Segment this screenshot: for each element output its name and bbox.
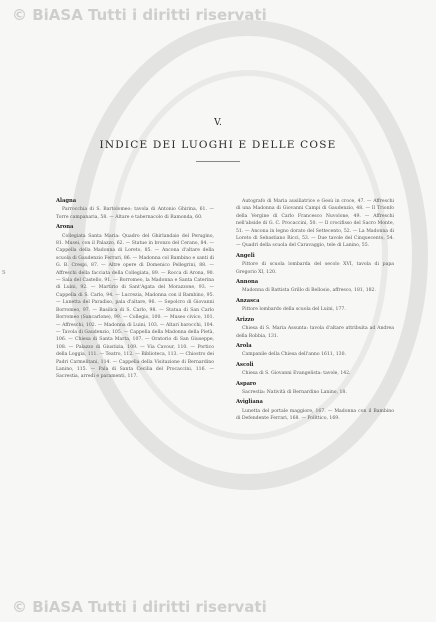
index-entry	[236, 362, 394, 378]
right-column	[236, 198, 394, 426]
entry-heading: Asparo	[236, 380, 257, 387]
entry-heading: Avigliana	[236, 399, 263, 406]
entry-heading: Alagna	[56, 198, 77, 204]
index-entry	[236, 343, 394, 359]
entry-heading: Anzasca	[236, 297, 260, 304]
entry-heading: Arizzo	[236, 316, 255, 323]
entry-text: Sacrestia: Natività di Bernardino Lanino, 18.	[242, 389, 347, 395]
index-entry	[236, 399, 394, 422]
entry-heading: Arola	[236, 342, 252, 349]
index-entry	[236, 279, 394, 295]
index-entry	[236, 317, 394, 340]
entry-text: Chiesa di S. Giovanni Evangelista: tavole, 142.	[242, 371, 351, 377]
entry-text: Parrocchia di S. Bartolomeo: tavola di Antonio Ghirina, 61. — Torre campanaria, 58. — Altare e tabernacolo di Ramonda, 60.	[56, 207, 214, 220]
index-entry	[236, 381, 394, 397]
entry-heading: Ascoli	[236, 361, 254, 368]
entry-text: Pittore lombardo della scuola del Luini, 177.	[242, 307, 346, 313]
watermark-top: © BiASA Tutti i diritti riservati	[12, 6, 267, 24]
index-entry	[236, 298, 394, 314]
left-column	[56, 198, 214, 384]
index-entry	[236, 198, 394, 250]
title-rule	[196, 161, 240, 162]
index-entry	[56, 198, 214, 221]
entry-text: Chiesa di S. Maria Assunta: tavola d'altare attribuita ad Andrea della Robbia, 131.	[236, 326, 394, 339]
chapter-number: V.	[214, 118, 222, 128]
entry-text: Autografo di Maria ausiliatrice e Gesù in croce, 47. — Affreschi di una Madonna di Giovanni Campi di Gaudenzio, 48. — Il Trionfo della Vergine di Carlo Francesco Nuvolone, 49. — Affreschi nell'abside di G. C. Procaccini, 50. — Il crocifisso del Sacro Monte, 51. — Ancona in legno dorato del Settecento, 52. — La Madonna di Loreto di Sebastiano Ricci, 53. — Due tavole del Cinquecento, 54. — Quadri della scuola del Caravaggio, tele di Lanino, 55.	[236, 199, 394, 249]
entry-text: Campanile della Chiesa dell'anno 1611, 130.	[242, 352, 346, 358]
index-entry	[236, 253, 394, 276]
watermark-bottom: © BiASA Tutti i diritti riservati	[12, 598, 267, 616]
index-entry	[56, 224, 214, 381]
entry-heading: Arona	[56, 224, 74, 231]
margin-mark: s	[2, 268, 6, 276]
entry-text: Madonna di Battista Grillo di Bellosio, affresco, 181, 182.	[242, 288, 376, 294]
page-title: INDICE DEI LUOGHI E DELLE COSE	[99, 139, 337, 151]
entry-text: Lunetta del portale maggiore, 167. — Madonna con il Bambino di Defendente Ferrari, 168. — Polittico, 169.	[236, 408, 394, 422]
entry-heading: Angeli	[236, 252, 255, 259]
entry-heading: Annona	[236, 279, 259, 286]
entry-text: Collegiata Santa Maria: Quadro del Ghirlandaio del Perugino, 81. Musei, con il Palazzo, 62. — Statue in bronzo del Cerano, 84. — Cappella della Madonna di Loreto, 85. — Ancona d'altare della scuola di Gaudenzio Ferrari, 86. — Madonna col Bambino e santi di G. B. Crespi, 87. — Altre opere di Domenico Pellegrini, 88. — Affreschi della facciata della Collegiata, 89. — Rocca di Arona, 90. — Sala del Castello, 91. — Borromeo, la Madonna e Santa Caterina di Luini, 92. — Martirio di Sant'Agata del Morazzone, 93. — Cappella di S. Carlo, 94. — Lucrezia, Madonna con il Bambino, 95. — Lunetta del Paradiso, pala d'altare, 96. — Sepolcro di Giovanni Borromeo, 97. — Basilica di S. Carlo, 98. — Statua di San Carlo Borromeo (Sancarlone), 99. — Collegio, 100. — Museo civico, 101. — Affreschi, 102. — Madonna di Luini, 103. — Altari barocchi, 104. — Tavola di Gaudenzio, 105. — Cappella della Madonna della Pietà, 106. — Chiesa di Santa Marta, 107. — Oratorio di San Giuseppe, 108. — Palazzo di Giustizia, 109. — Via Cavour, 110. — Portico della Loggia, 111. — Teatro, 112. — Biblioteca, 113. — Chiostro dei Padri Carmelitani, 114. — Cappella della Visitazione di Bernardino Lanino, 115. — Pala di Santa Cecilia del Procaccini, 116. — Sacrestia, arredi e paramenti, 117.	[56, 233, 214, 380]
entry-text: Pittore di scuola lombarda del secolo XVI, tavola di papa Gregorio XI, 120.	[236, 262, 394, 275]
